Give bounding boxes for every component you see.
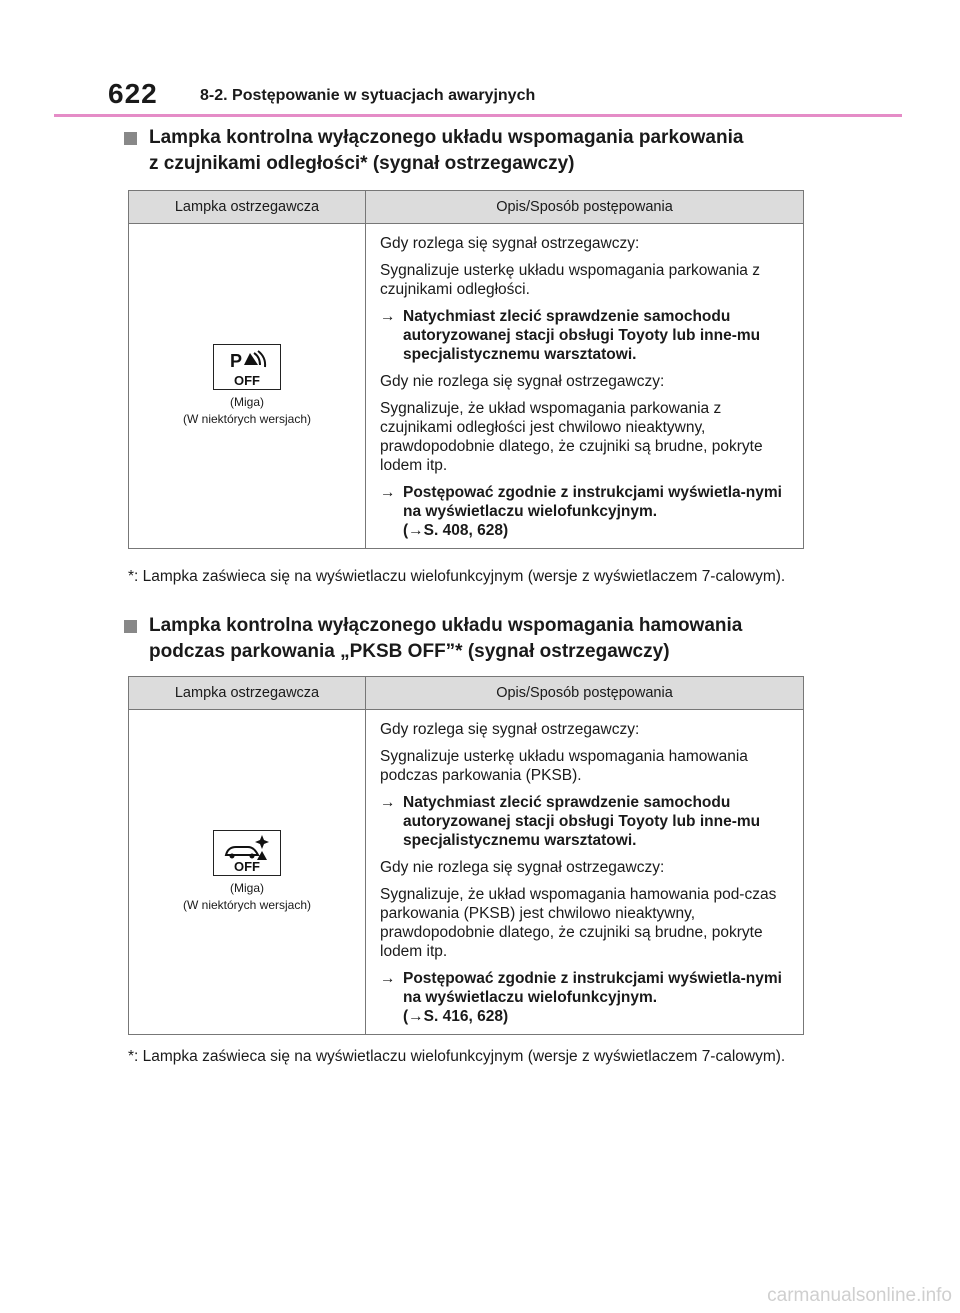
page-reference: S. 416, 628) bbox=[423, 1008, 509, 1025]
section2-footnote: *: Lampka zaświeca się na wyświetlaczu wielofunkcyjnym (wersje z wyświetlaczem 7-calowym). bbox=[128, 1048, 786, 1065]
col-desc-header: Opis/Sposób postępowania bbox=[366, 191, 804, 224]
section2-title-line1: Lampka kontrolna wyłączonego układu wspomagania hamowania bbox=[149, 615, 743, 636]
table-row bbox=[129, 710, 804, 1035]
ref-arrow-icon: → bbox=[408, 1008, 424, 1025]
desc-p4: Sygnalizuje, że układ wspomagania parkowania z czujnikami odległości jest chwilowo nieaktywny, prawdopodobnie dlatego, że czujniki są brudne, pokryte lodem itp. bbox=[380, 400, 763, 474]
desc-p1: Gdy rozlega się sygnał ostrzegawczy: bbox=[380, 235, 640, 252]
pksb-off-icon bbox=[213, 830, 281, 876]
table-header-row bbox=[129, 677, 804, 710]
page-header bbox=[100, 78, 902, 116]
table-row bbox=[129, 224, 804, 549]
desc-p1: Gdy rozlega się sygnał ostrzegawczy: bbox=[380, 721, 640, 738]
caption-blink: (Miga) bbox=[229, 881, 264, 895]
col-desc-header: Opis/Sposób postępowania bbox=[366, 677, 804, 710]
section1-title-line2: z czujnikami odległości* (sygnał ostrzegawczy) bbox=[149, 153, 575, 174]
desc-p4: Sygnalizuje, że układ wspomagania hamowania pod-czas parkowania (PKSB) jest chwilowo nieaktywny, prawdopodobnie dlatego, że czujniki są brudne, pokryte lodem itp. bbox=[380, 886, 777, 960]
desc-action2: → Postępować zgodnie z instrukcjami wyświetla-nymi na wyświetlaczu wielofunkcyjnym. (→S. 416, 628) bbox=[380, 970, 782, 1025]
arrow-icon: → bbox=[380, 970, 396, 987]
icon-off-text: OFF bbox=[234, 373, 260, 388]
caption-blink: (Miga) bbox=[229, 395, 264, 409]
desc-action2: → Postępować zgodnie z instrukcjami wyświetla-nymi na wyświetlaczu wielofunkcyjnym. (→S. 408, 628) bbox=[380, 484, 782, 539]
caption-versions: (W niektórych wersjach) bbox=[182, 898, 312, 912]
desc-cell bbox=[366, 710, 804, 1035]
icon-off-text: OFF bbox=[234, 859, 260, 874]
table-header-row bbox=[129, 191, 804, 224]
section1-title-line1: Lampka kontrolna wyłączonego układu wspomagania parkowania bbox=[149, 127, 744, 148]
section2-title-line2: podczas parkowania „PKSB OFF”* (sygnał ostrzegawczy) bbox=[149, 641, 670, 662]
desc-p2: Sygnalizuje usterkę układu wspomagania parkowania z czujnikami odległości. bbox=[380, 262, 760, 298]
ref-arrow-icon: → bbox=[408, 522, 424, 539]
page-reference: S. 408, 628) bbox=[423, 522, 509, 539]
lamp-caption bbox=[129, 394, 365, 428]
section-bullet-icon bbox=[124, 620, 137, 633]
desc-p3: Gdy nie rozlega się sygnał ostrzegawczy: bbox=[380, 373, 665, 390]
section1-table bbox=[128, 190, 804, 549]
caption-versions: (W niektórych wersjach) bbox=[182, 412, 312, 426]
arrow-icon: → bbox=[380, 794, 396, 811]
desc-action1: → Natychmiast zlecić sprawdzenie samochodu autoryzowanej stacji obsługi Toyoty lub inne-mu specjalistycznemu warsztatowi. bbox=[380, 794, 761, 849]
header-rule bbox=[54, 114, 902, 117]
desc-action1: → Natychmiast zlecić sprawdzenie samochodu autoryzowanej stacji obsługi Toyoty lub inne-mu specjalistycznemu warsztatowi. bbox=[380, 308, 761, 363]
section2-table bbox=[128, 676, 804, 1035]
arrow-icon: → bbox=[380, 308, 396, 325]
col-lamp-header: Lampka ostrzegawcza bbox=[129, 677, 366, 710]
parking-sensor-off-icon bbox=[213, 344, 281, 390]
chapter-title: 8-2. Postępowanie w sytuacjach awaryjnych bbox=[200, 87, 536, 104]
col-lamp-header: Lampka ostrzegawcza bbox=[129, 191, 366, 224]
desc-cell bbox=[366, 224, 804, 549]
desc-p2: Sygnalizuje usterkę układu wspomagania hamowania podczas parkowania (PKSB). bbox=[380, 748, 748, 784]
section1-title bbox=[128, 125, 743, 177]
icon-letter: P bbox=[230, 351, 243, 371]
lamp-cell bbox=[129, 710, 366, 1035]
lamp-caption bbox=[129, 880, 365, 914]
arrow-icon: → bbox=[380, 484, 396, 501]
section2-title bbox=[128, 613, 742, 665]
section1-footnote: *: Lampka zaświeca się na wyświetlaczu wielofunkcyjnym (wersje z wyświetlaczem 7-calowym). bbox=[128, 568, 786, 585]
page-number: 622 bbox=[108, 78, 158, 109]
watermark: carmanualsonline.info bbox=[767, 1285, 952, 1306]
section-bullet-icon bbox=[124, 132, 137, 145]
lamp-cell bbox=[129, 224, 366, 549]
desc-p3: Gdy nie rozlega się sygnał ostrzegawczy: bbox=[380, 859, 665, 876]
